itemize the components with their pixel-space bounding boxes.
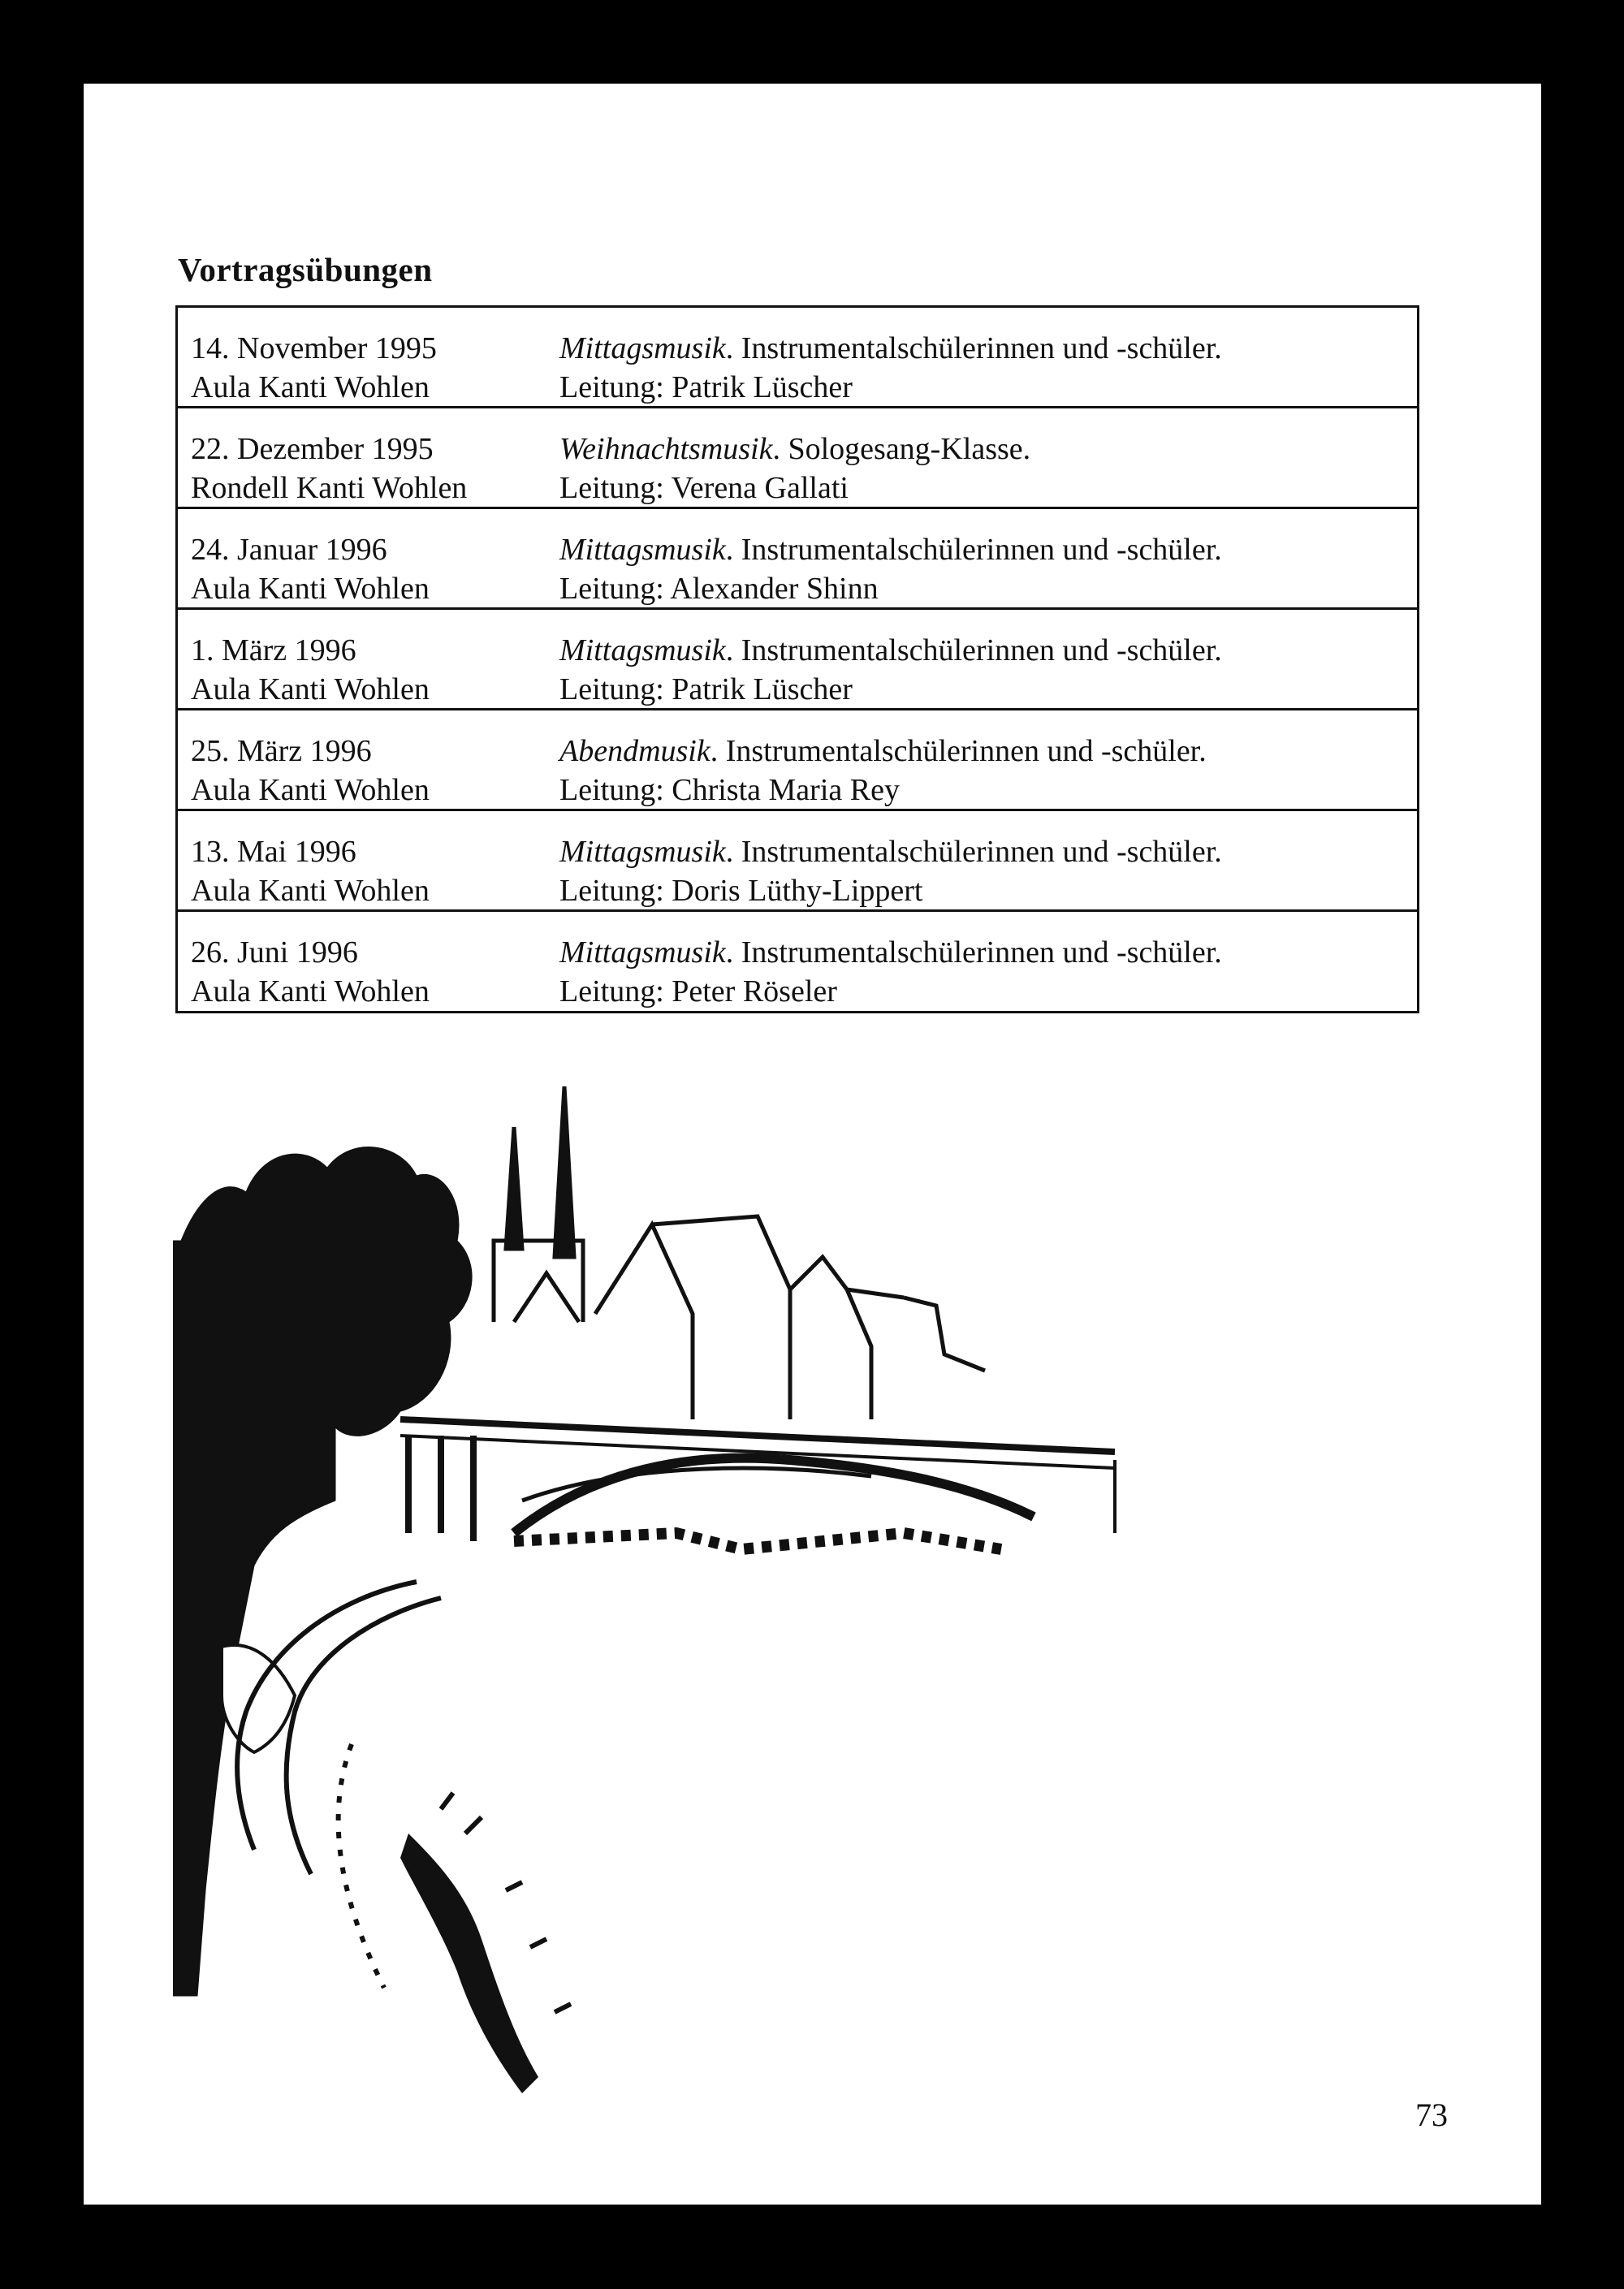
event-description-cell [559, 530, 1417, 607]
event-leader: Leitung: Alexander Shinn [559, 572, 879, 606]
event-participants: . Instrumentalschülerinnen und -schüler. [725, 633, 1222, 667]
event-genre: Mittagsmusik [559, 935, 726, 970]
event-participants: . Instrumentalschülerinnen und -schüler. [710, 734, 1207, 768]
event-row [178, 811, 1417, 912]
event-program [559, 933, 1417, 972]
event-leader: Leitung: Verena Gallati [559, 471, 849, 505]
document-page [84, 84, 1541, 2205]
event-date-cell [178, 732, 559, 809]
event-genre: Mittagsmusik [559, 331, 726, 365]
event-row [178, 610, 1417, 710]
event-date: 26. Juni 1996 [191, 935, 358, 970]
riverbank-path [237, 1582, 441, 1988]
event-description-cell [559, 631, 1417, 708]
event-date-cell [178, 933, 559, 1011]
event-description-cell [559, 430, 1417, 507]
event-location: Aula Kanti Wohlen [191, 974, 430, 1008]
event-program [559, 530, 1417, 569]
event-description-cell [559, 329, 1417, 406]
event-genre: Weihnachtsmusik [559, 432, 773, 466]
events-table [175, 305, 1419, 1013]
event-genre: Mittagsmusik [559, 533, 726, 567]
event-date: 22. Dezember 1995 [191, 432, 434, 466]
event-leader: Leitung: Christa Maria Rey [559, 773, 900, 807]
event-date: 13. Mai 1996 [191, 835, 356, 869]
event-participants: . Instrumentalschülerinnen und -schüler. [725, 835, 1222, 869]
event-genre: Abendmusik [559, 734, 710, 768]
event-participants: . Instrumentalschülerinnen und -schüler. [725, 935, 1222, 970]
event-description-cell [559, 832, 1417, 909]
event-row [178, 912, 1417, 1011]
event-date-cell [178, 832, 559, 909]
event-program [559, 329, 1417, 368]
event-program [559, 430, 1417, 469]
event-date: 24. Januar 1996 [191, 533, 387, 567]
city-bridge-illustration [173, 1078, 1131, 2158]
lower-vegetation [400, 1793, 571, 2093]
event-row [178, 408, 1417, 509]
event-date-cell [178, 430, 559, 507]
event-description-cell [559, 732, 1417, 809]
event-location: Aula Kanti Wohlen [191, 672, 430, 706]
section-heading: Vortragsübungen [178, 251, 433, 288]
event-location: Aula Kanti Wohlen [191, 572, 430, 606]
event-program [559, 732, 1417, 771]
event-row [178, 509, 1417, 610]
event-genre: Mittagsmusik [559, 633, 726, 667]
bridge [400, 1419, 1115, 1549]
event-date: 1. März 1996 [191, 633, 356, 667]
event-participants: . Sologesang-Klasse. [772, 432, 1031, 466]
event-participants: . Instrumentalschülerinnen und -schüler. [725, 331, 1222, 365]
event-row [178, 308, 1417, 408]
event-leader: Leitung: Doris Lüthy-Lippert [559, 874, 923, 908]
cathedral-spires [494, 1086, 985, 1419]
event-program [559, 631, 1417, 670]
event-date-cell [178, 329, 559, 406]
event-leader: Leitung: Patrik Lüscher [559, 370, 853, 404]
event-leader: Leitung: Patrik Lüscher [559, 672, 853, 706]
event-leader: Leitung: Peter Röseler [559, 974, 837, 1008]
event-date: 14. November 1995 [191, 331, 437, 365]
event-location: Aula Kanti Wohlen [191, 370, 430, 404]
event-row [178, 710, 1417, 811]
event-participants: . Instrumentalschülerinnen und -schüler. [725, 533, 1222, 567]
event-description-cell [559, 933, 1417, 1011]
event-location: Aula Kanti Wohlen [191, 874, 430, 908]
event-date-cell [178, 530, 559, 607]
page-number: 73 [1415, 2097, 1448, 2133]
event-date: 25. März 1996 [191, 734, 372, 768]
event-date-cell [178, 631, 559, 708]
event-location: Aula Kanti Wohlen [191, 773, 430, 807]
event-program [559, 832, 1417, 871]
event-genre: Mittagsmusik [559, 835, 726, 869]
event-location: Rondell Kanti Wohlen [191, 471, 468, 505]
